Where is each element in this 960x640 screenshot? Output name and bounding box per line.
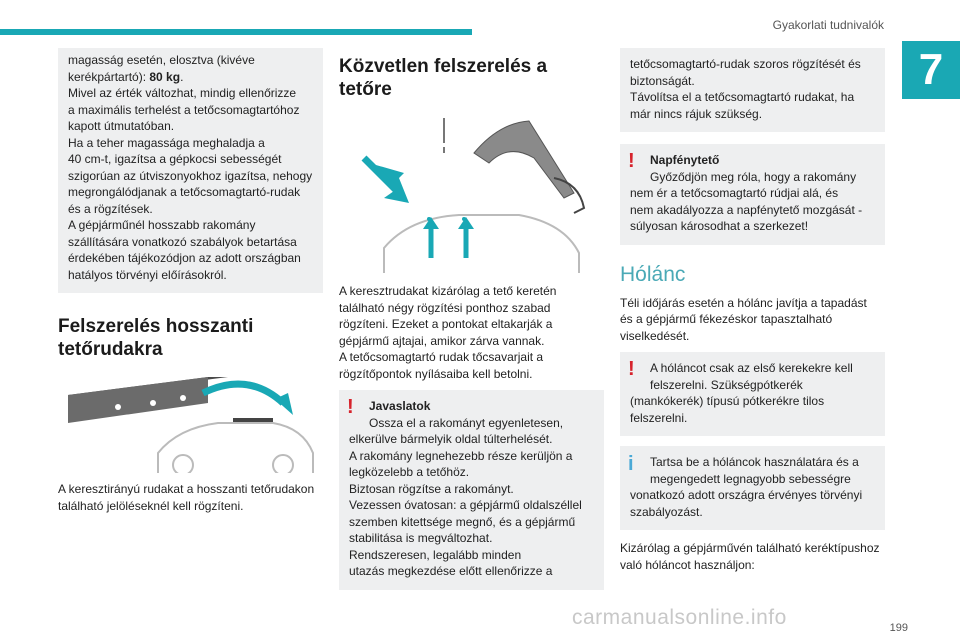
box-line: 40 cm-t, igazítsa a gépkocsi sebességét [68, 152, 282, 166]
box-line: a maximális terhelést a tetőcsomagtartóhoz [68, 102, 300, 117]
box-line: szigorúan az útviszonyokhoz igazítsa, nehogy [68, 168, 313, 183]
box-line: magasság esetén, elosztva (kivéve [68, 53, 255, 67]
box-line: Távolítsa el a tetőcsomagtartó rudakat, ha [630, 90, 855, 104]
box-line: érdekében tájékozódjon az adott országban [68, 251, 301, 265]
column-1 [58, 48, 323, 514]
advice-line: szemben kitettsége megnő, és a gépjármű [349, 514, 576, 529]
box-line: tetőcsomagtartó-rudak szoros rögzítését és [630, 57, 861, 71]
roof-mount-illustration [339, 113, 604, 273]
box-line: Ha a teher magassága meghaladja a [68, 135, 265, 150]
advice-box [339, 390, 604, 590]
box-line: már nincs rájuk szükség. [630, 106, 763, 121]
warn-line: felszerelni. [630, 410, 688, 425]
box-line: és a rögzítések. [68, 201, 153, 216]
advice-line: stabilitása is megváltozhat. [349, 531, 493, 545]
section-title: Gyakorlati tudnivalók [772, 18, 884, 32]
longitudinal-rails-illustration [58, 373, 323, 473]
warning-icon: ! [628, 358, 635, 380]
advice-title: Javaslatok [369, 399, 431, 413]
sunroof-warning-box [620, 144, 885, 245]
box-line: kerékpártartó): [68, 69, 150, 84]
info-line: Tartsa be a hóláncok használatára és a [650, 455, 859, 469]
warn-line: (mankókerék) típusú pótkerékre tilos [630, 394, 825, 408]
warning-icon: ! [347, 396, 354, 418]
box-line: biztonságát. [630, 73, 695, 88]
section-heading: Felszerelés hosszanti tetőrudakra [58, 316, 254, 360]
snow-chain-heading: Hólánc [620, 262, 686, 286]
rails-caption [58, 481, 323, 514]
body-line: található négy rögzítési ponthoz szabad [339, 300, 551, 315]
info-line: vonatkozó adott országra érvényes törvényi [630, 488, 863, 502]
box-line: megrongálódjanak a tetőcsomagtartó-rudak [68, 185, 301, 199]
body-line: A tetőcsomagtartó rudak tőcsavarjait a [339, 350, 544, 364]
box-line: . [180, 69, 184, 84]
max-load-value: 80 kg [149, 69, 181, 84]
body-line: A keresztrudakat kizárólag a tető keretén [339, 284, 557, 298]
snow-chain-outro [620, 540, 885, 573]
advice-line: legközelebb a tetőhöz. [349, 465, 470, 479]
warning-icon: ! [628, 150, 635, 172]
watermark: carmanualsonline.info [572, 606, 787, 629]
page-number: 199 [889, 622, 908, 634]
sunroof-line: Győződjön meg róla, hogy a rakomány [650, 169, 857, 184]
intro-line: viselkedését. [620, 328, 690, 343]
advice-line: Vezessen óvatosan: a gépjármű oldalszéllel [349, 498, 582, 512]
sunroof-line: súlyosan károsodhat a szerkezet! [630, 219, 809, 233]
box-line: A gépjárműnél hosszabb rakomány [68, 218, 256, 232]
advice-line: Ossza el a rakományt egyenletesen, [369, 415, 564, 430]
legal-info-box [620, 446, 885, 530]
outro-line: való hóláncot használjon: [620, 557, 755, 572]
intro-line: és a gépjármű fékezéskor tapasztalható [620, 312, 833, 326]
column-3 [620, 48, 885, 573]
chapter-badge: 7 [902, 41, 960, 99]
box-line: kapott útmutatóban. [68, 119, 175, 133]
info-icon: i [628, 453, 634, 475]
sunroof-line: nem akadályozza a napfénytető mozgását - [630, 202, 863, 217]
caption-line: A keresztirányú rudakat a hosszanti tetőrudakon [58, 482, 315, 496]
body-line: rögzítőpontok nyílásaiba kell betolni. [339, 366, 533, 381]
advice-line: Biztosan rögzítse a rakományt. [349, 481, 514, 496]
box-line: szállítására vonatkozó szabályok betartása [68, 234, 297, 249]
snow-chain-intro [620, 295, 885, 345]
warn-line: A hóláncot csak az első kerekekre kell [650, 361, 853, 375]
intro-line: Téli időjárás esetén a hólánc javítja a tapadást [620, 295, 867, 310]
box-line: hatályos törvényi előírásokról. [68, 267, 227, 282]
advice-line: Rendszeresen, legalább minden [349, 547, 522, 562]
sunroof-title: Napfénytető [650, 153, 720, 167]
body-line: gépjármű ajtajai, amikor zárva vannak. [339, 333, 545, 348]
front-wheels-warning-box [620, 352, 885, 436]
advice-line: A rakomány legnehezebb része kerüljön a [349, 448, 573, 463]
column-2 [339, 55, 604, 590]
load-info-box [58, 48, 323, 293]
section-heading: Közvetlen felszerelés a tetőre [339, 56, 548, 100]
body-line: rögzíteni. Ezeket a pontokat eltakarják a [339, 317, 553, 331]
outro-line: Kizárólag a gépjárművén található keréktípushoz [620, 541, 880, 555]
sunroof-line: nem ér a tetőcsomagtartó rúdjai alá, és [630, 186, 839, 200]
top-accent-bar [0, 29, 472, 35]
advice-line: elkerülve bármelyik oldal túlterhelését. [349, 432, 553, 446]
caption-line: található jelöléseknél kell rögzíteni. [58, 498, 244, 513]
roof-mount-text [339, 283, 604, 382]
removal-box [620, 48, 885, 132]
warn-line: felszerelni. Szükségpótkerék [650, 377, 803, 392]
advice-line: utazás megkezdése előtt ellenőrizze a [349, 564, 553, 578]
box-line: Mivel az érték változhat, mindig ellenőrizze [68, 86, 297, 100]
info-line: megengedett legnagyobb sebességre [650, 471, 851, 486]
info-line: szabályozást. [630, 504, 703, 519]
